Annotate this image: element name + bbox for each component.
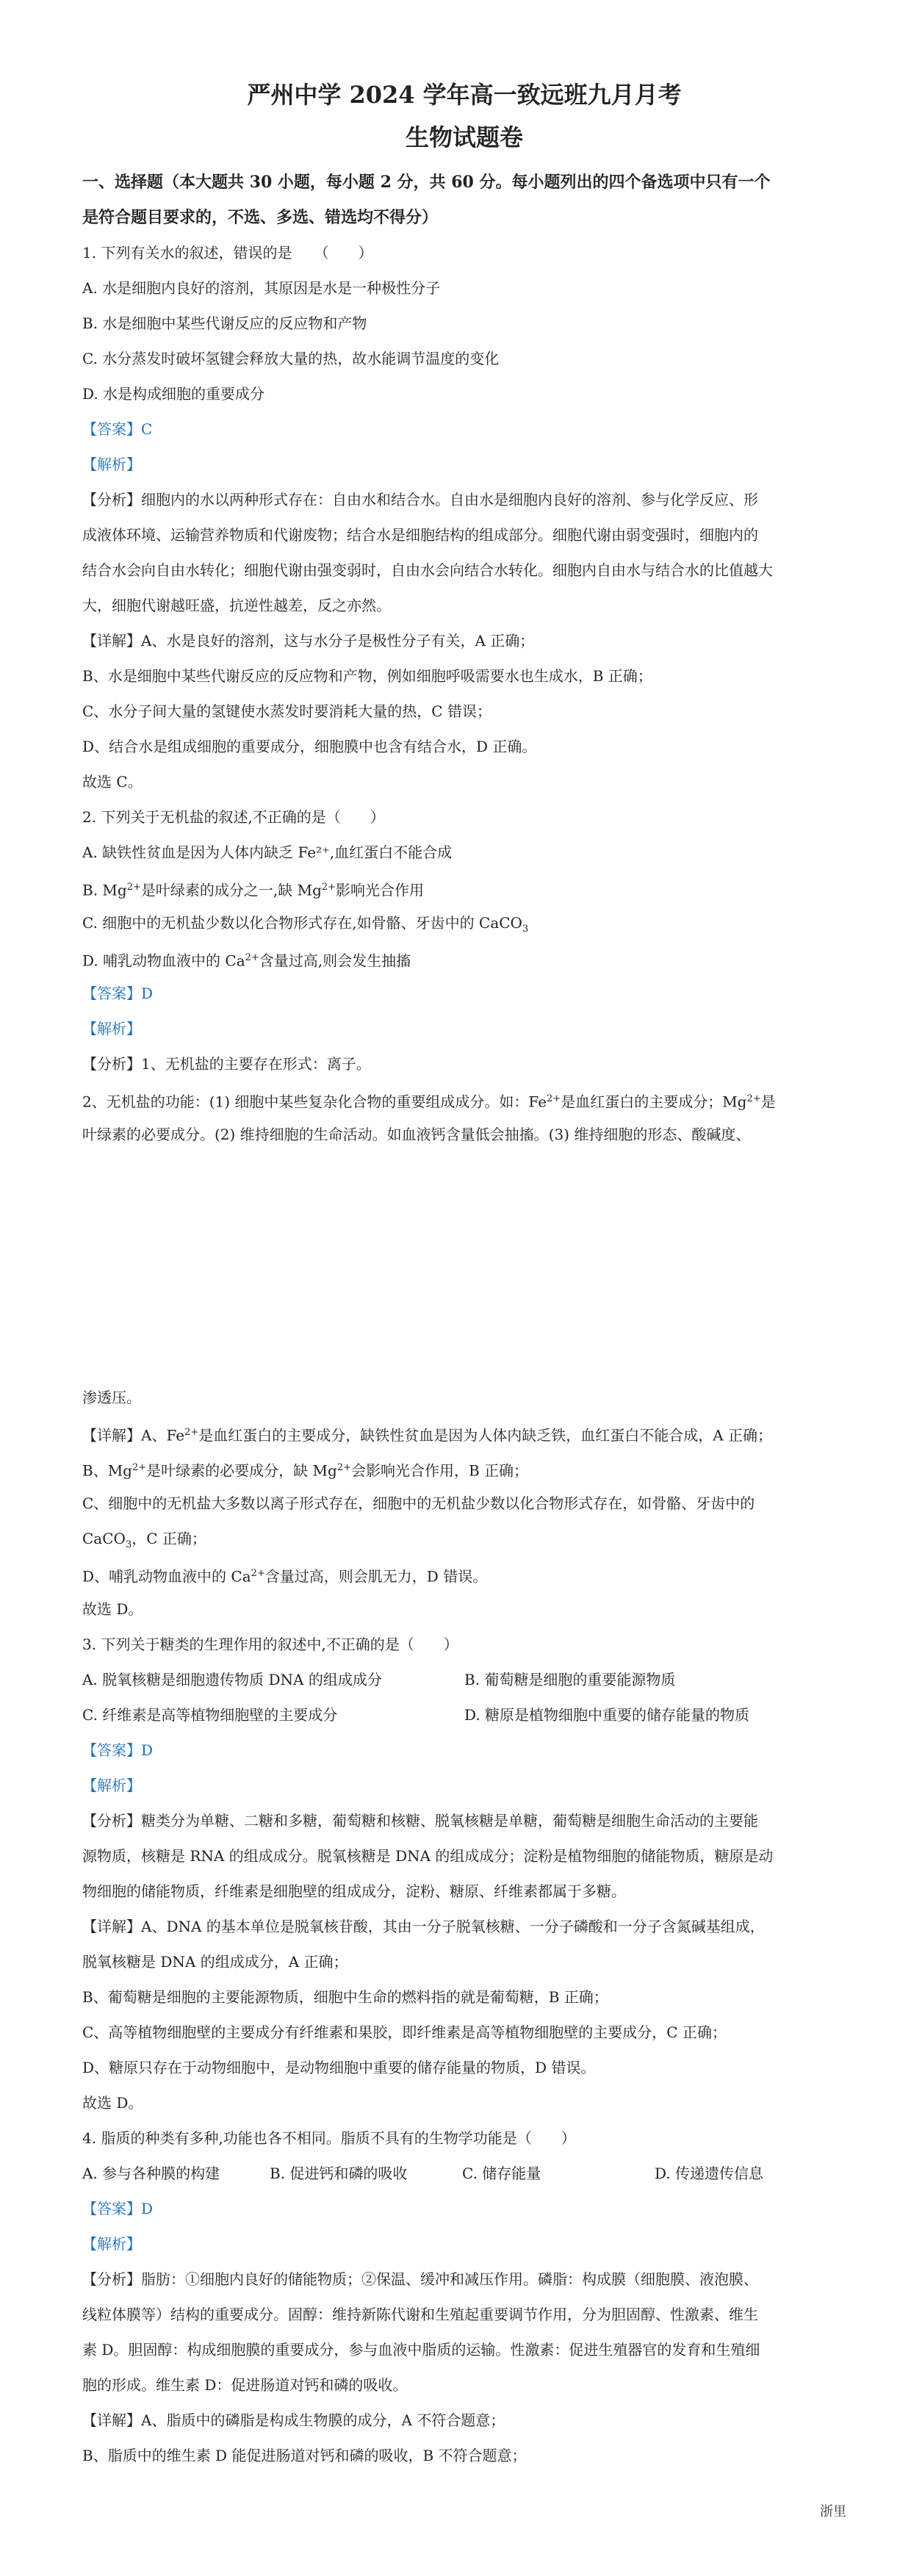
q1-explain-label: 【解析】 — [82, 456, 141, 473]
q3-options-ab — [82, 1662, 846, 1697]
q1-analysis-2: 成液体环境、运输营养物质和代谢废物；结合水是细胞结构的组成部分。细胞代谢由弱变强时，细胞内的 — [82, 526, 758, 544]
q1-detail-c: C、水分子间大量的氢键使水蒸发时要消耗大量的热，C 错误； — [82, 702, 491, 720]
page-footer: 浙里 — [820, 2504, 846, 2519]
question-3: 3. 下列关于糖类的生理作用的叙述中,不正确的是（ ） — [82, 1636, 458, 1653]
q2-analysis-2: 2、无机盐的功能：(1) 细胞中某些复杂化合物的重要组成成分。如：$Fe^{2+}$是血红蛋白的主要成分；$Mg^{2+}$是 — [82, 1093, 776, 1111]
section-heading-cont: 是符合题目要求的，不选、多选、错选均不得分） — [82, 208, 439, 227]
page-title: 严州中学 2024 学年高一致远班九月月考 — [247, 81, 682, 109]
q2-option-a: A. 缺铁性贫血是因为人体内缺乏 Fe²⁺,血红蛋白不能合成 — [82, 843, 453, 861]
q2-option-d: D. 哺乳动物血液中的 $Ca^{2+}$含量过高,则会发生抽搐 — [82, 951, 411, 970]
question-2: 2. 下列关于无机盐的叙述,不正确的是（ ） — [82, 808, 385, 826]
q3-option-a: A. 脱氧核糖是细胞遗传物质 DNA 的组成成分 — [82, 1671, 382, 1688]
q2-analysis-1: 【分析】1、无机盐的主要存在形式：离子。 — [82, 1055, 371, 1073]
q1-option-d: D. 水是构成细胞的重要成分 — [82, 385, 265, 403]
q2-answer: 【答案】D — [82, 985, 154, 1002]
q1-option-a: A. 水是细胞内良好的溶剂，其原因是水是一种极性分子 — [82, 279, 441, 297]
q2-analysis-4: 渗透压。 — [82, 1389, 141, 1406]
q1-answer: 【答案】C — [82, 420, 153, 438]
q2-detail-c-cont: CaCO$_3$，C 正确； — [82, 1530, 206, 1550]
q1-conclusion: 故选 C。 — [82, 773, 143, 791]
page-subtitle: 生物试题卷 — [405, 123, 523, 151]
q1-option-c: C. 水分蒸发时破坏氢键会释放大量的热，故水能调节温度的变化 — [82, 350, 500, 367]
q1-option-b: B. 水是细胞中某些代谢反应的反应物和产物 — [82, 314, 367, 332]
q4-answer: 【答案】D — [82, 2200, 154, 2217]
question-1: 1. 下列有关水的叙述，错误的是 （ ） — [82, 244, 373, 262]
q4-options — [82, 2156, 846, 2191]
q2-detail-b: B、$Mg^{2+}$是叶绿素的必要成分，缺 $Mg^{2+}$会影响光合作用，B 正确； — [82, 1461, 529, 1480]
q3-detail-a-cont: 脱氧核糖是 DNA 的组成成分，A 正确； — [82, 1953, 348, 1971]
q4-analysis-3: 素 D。胆固醇：构成细胞膜的重要成分，参与血液中脂质的运输。性激素：促进生殖器官的发育和生殖细 — [82, 2341, 760, 2359]
q3-analysis-1: 【分析】糖类分为单糖、二糖和多糖，葡萄糖和核糖、脱氧核糖是单糖，葡萄糖是细胞生命活动的主要能 — [82, 1812, 758, 1830]
section-heading: 一、选择题（本大题共 30 小题，每小题 2 分，共 60 分。每小题列出的四个备选项中只有一个 — [82, 173, 771, 192]
q4-option-d: D. 传递遗传信息 — [655, 2165, 764, 2182]
blank-space — [82, 1152, 846, 1380]
q2-analysis-3: 叶绿素的必要成分。(2) 维持细胞的生命活动。如血液钙含量低会抽搐。(3) 维持细胞的形态、酸碱度、 — [82, 1126, 751, 1143]
q4-option-b: B. 促进钙和磷的吸收 — [270, 2165, 408, 2182]
q3-option-d: D. 糖原是植物细胞中重要的储存能量的物质 — [464, 1706, 750, 1724]
q3-option-c: C. 纤维素是高等植物细胞壁的主要成分 — [82, 1706, 338, 1724]
q3-detail-b: B、葡萄糖是细胞的主要能源物质，细胞中生命的燃料指的就是葡萄糖，B 正确； — [82, 1988, 608, 2006]
question-4: 4. 脂质的种类有多种,功能也各不相同。脂质不具有的生物学功能是（ ） — [82, 2129, 576, 2147]
q3-explain-label: 【解析】 — [82, 1777, 141, 1794]
q1-detail-b: B、水是细胞中某些代谢反应的反应物和产物，例如细胞呼吸需要水也生成水，B 正确； — [82, 667, 652, 685]
q4-option-c: C. 储存能量 — [462, 2165, 541, 2182]
q1-detail-d: D、结合水是组成细胞的重要成分，细胞膜中也含有结合水，D 正确。 — [82, 738, 537, 755]
q4-analysis-2: 线粒体膜等）结构的重要成分。固醇：维持新陈代谢和生殖起重要调节作用，分为胆固醇、性激素、维生 — [82, 2306, 758, 2323]
q2-option-c: C. 细胞中的无机盐少数以化合物形式存在,如骨骼、牙齿中的 CaCO$_3$ — [82, 914, 529, 935]
q4-option-a: A. 参与各种膜的构建 — [82, 2165, 220, 2182]
q4-analysis-1: 【分析】脂肪：①细胞内良好的储能物质；②保温、缓冲和减压作用。磷脂：构成膜（细胞膜、液泡膜、 — [82, 2270, 758, 2288]
q3-options-cd — [82, 1697, 846, 1733]
q2-detail-c: C、细胞中的无机盐大多数以离子形式存在，细胞中的无机盐少数以化合物形式存在，如骨骼、牙齿中的 — [82, 1494, 755, 1512]
q3-analysis-2: 源物质，核糖是 RNA 的组成成分。脱氧核糖是 DNA 的组成成分；淀粉是植物细胞的储能物质，糖原是动 — [82, 1847, 774, 1865]
q1-analysis-1: 【分析】细胞内的水以两种形式存在：自由水和结合水。自由水是细胞内良好的溶剂、参与化学反应、形 — [82, 491, 758, 508]
q3-conclusion: 故选 D。 — [82, 2094, 143, 2112]
q4-analysis-4: 胞的形成。维生素 D：促进肠道对钙和磷的吸收。 — [82, 2376, 408, 2394]
q3-detail-c: C、高等植物细胞壁的主要成分有纤维素和果胶，即纤维素是高等植物细胞壁的主要成分，C 正确； — [82, 2023, 727, 2041]
q2-explain-label: 【解析】 — [82, 1020, 141, 1037]
q4-explain-label: 【解析】 — [82, 2235, 141, 2253]
q2-detail-d: D、哺乳动物血液中的 $Ca^{2+}$含量过高，则会肌无力，D 错误。 — [82, 1567, 488, 1586]
q2-option-b: B. $Mg^{2+}$是叶绿素的成分之一,缺 $Mg^{2+}$影响光合作用 — [82, 881, 425, 899]
q1-analysis-4: 大，细胞代谢越旺盛，抗逆性越差，反之亦然。 — [82, 597, 391, 614]
q1-analysis-3: 结合水会向自由水转化；细胞代谢由强变弱时，自由水会向结合水转化。细胞内自由水与结合水的比值越大 — [82, 561, 773, 579]
q3-option-b: B. 葡萄糖是细胞的重要能源物质 — [464, 1671, 676, 1688]
q3-detail-d: D、糖原只存在于动物细胞中，是动物细胞中重要的储存能量的物质，D 错误。 — [82, 2059, 596, 2076]
q4-detail-a: 【详解】A、脂质中的磷脂是构成生物膜的成分，A 不符合题意； — [82, 2411, 505, 2429]
q1-detail-a: 【详解】A、水是良好的溶剂，这与水分子是极性分子有关，A 正确； — [82, 632, 535, 650]
q4-detail-b: B、脂质中的维生素 D 能促进肠道对钙和磷的吸收，B 不符合题意； — [82, 2447, 527, 2464]
q3-analysis-3: 物细胞的储能物质，纤维素是细胞壁的组成成分，淀粉、糖原、纤维素都属于多糖。 — [82, 1882, 626, 1900]
q3-answer: 【答案】D — [82, 1741, 154, 1759]
q3-detail-a: 【详解】A、DNA 的基本单位是脱氧核苷酸，其由一分子脱氧核糖、一分子磷酸和一分子含氮碱基组成， — [82, 1918, 765, 1935]
q2-detail-a: 【详解】A、$Fe^{2+}$是血红蛋白的主要成分，缺铁性贫血是因为人体内缺乏铁，血红蛋白不能合成，A 正确； — [82, 1426, 773, 1444]
q2-conclusion: 故选 D。 — [82, 1600, 143, 1618]
